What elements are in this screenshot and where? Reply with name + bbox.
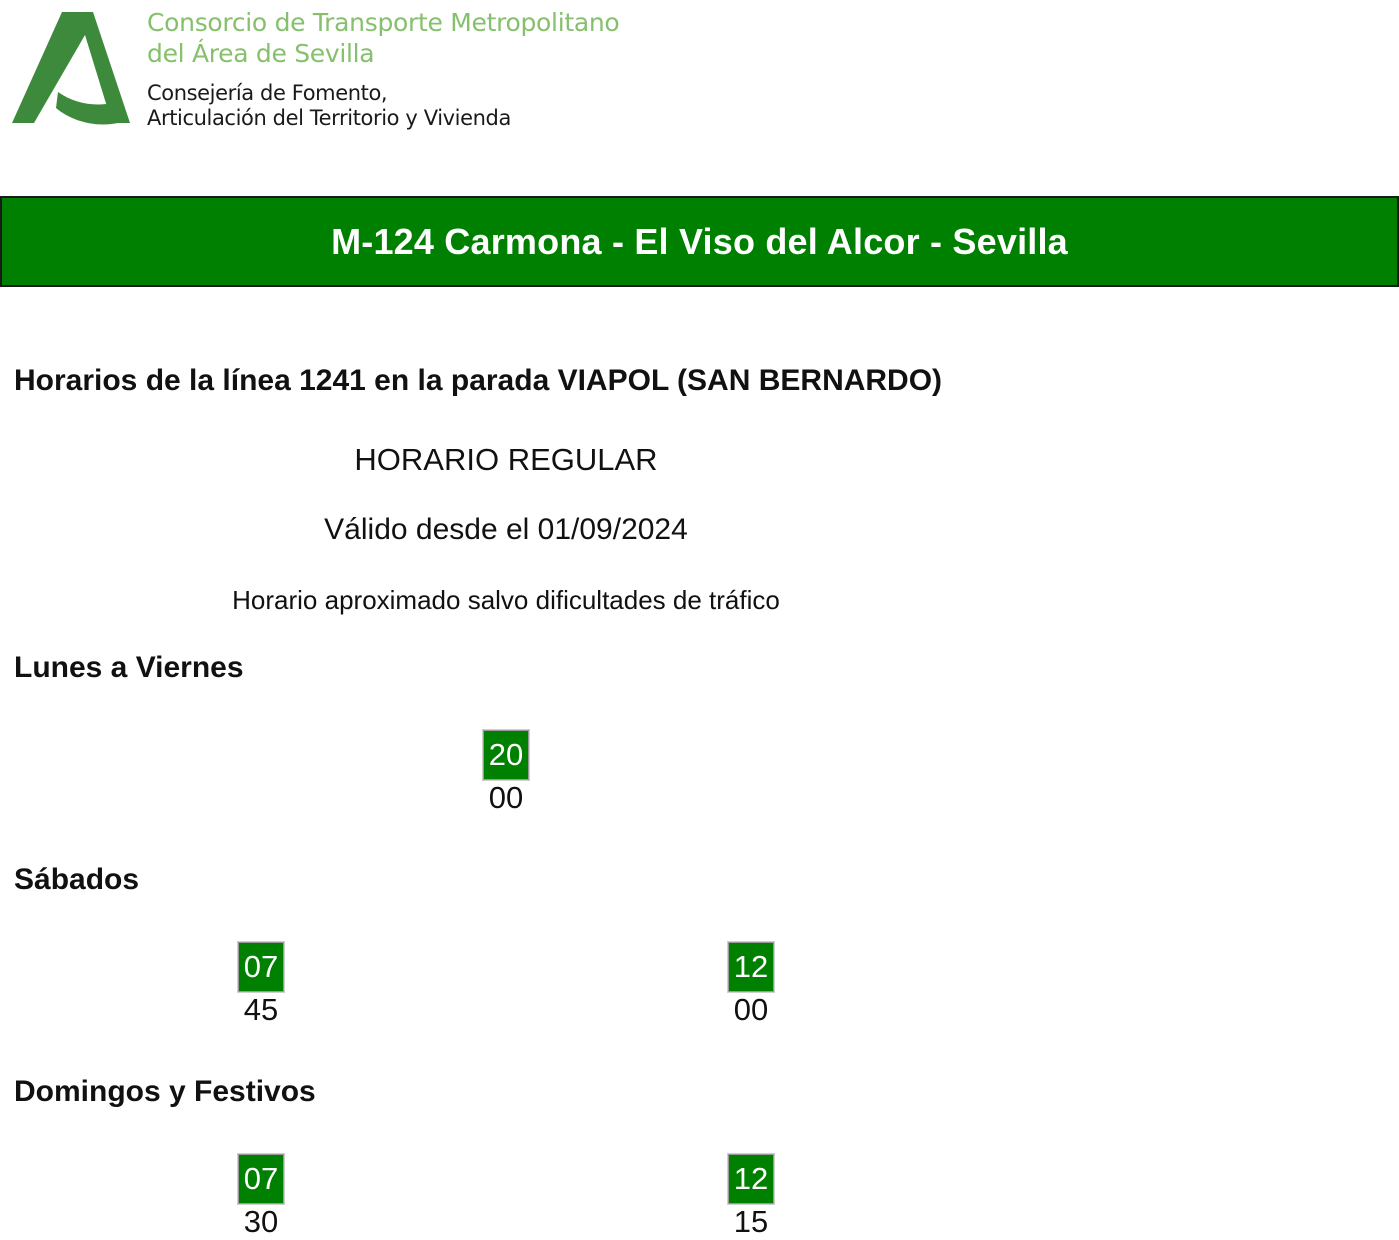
page-header [0,0,1399,150]
department-name-line2: Articulación del Territorio y Vivienda [147,106,511,130]
schedule-type: HORARIO REGULAR [354,442,658,477]
day-heading-saturdays: Sábados [14,863,140,896]
day-heading-sundays-holidays: Domingos y Festivos [14,1075,316,1108]
departure-slot [211,942,311,1027]
minute-value: 45 [243,992,279,1027]
minute-value: 30 [243,1204,279,1239]
hour-badge: 20 [483,730,529,780]
departure-slot [211,1154,311,1239]
traffic-disclaimer: Horario aproximado salvo dificultades de tráfico [232,585,780,615]
departure-slot [456,730,556,815]
minute-value: 15 [733,1204,769,1239]
consortium-name-line1: Consorcio de Transporte Metropolitano [147,8,620,37]
hour-badge: 12 [728,1154,774,1204]
hour-badge: 07 [238,942,284,992]
route-banner [0,196,1399,287]
department-name [147,81,511,131]
hour-badge: 12 [728,942,774,992]
day-heading-weekdays: Lunes a Viernes [14,651,244,684]
hour-badge: 07 [238,1154,284,1204]
minute-value: 00 [733,992,769,1027]
departure-slot [701,1154,801,1239]
stop-title: Horarios de la línea 1241 en la parada VIAPOL (SAN BERNARDO) [14,364,943,397]
minute-value: 00 [488,780,524,815]
valid-from-date: Válido desde el 01/09/2024 [324,513,688,546]
junta-andalucia-logo-icon [10,10,132,128]
route-title: M-124 Carmona - El Viso del Alcor - Sevilla [331,220,1068,262]
departure-slot [701,942,801,1027]
consortium-name-line2: del Área de Sevilla [147,39,375,68]
consortium-name [147,7,619,69]
department-name-line1: Consejería de Fomento, [147,81,388,105]
